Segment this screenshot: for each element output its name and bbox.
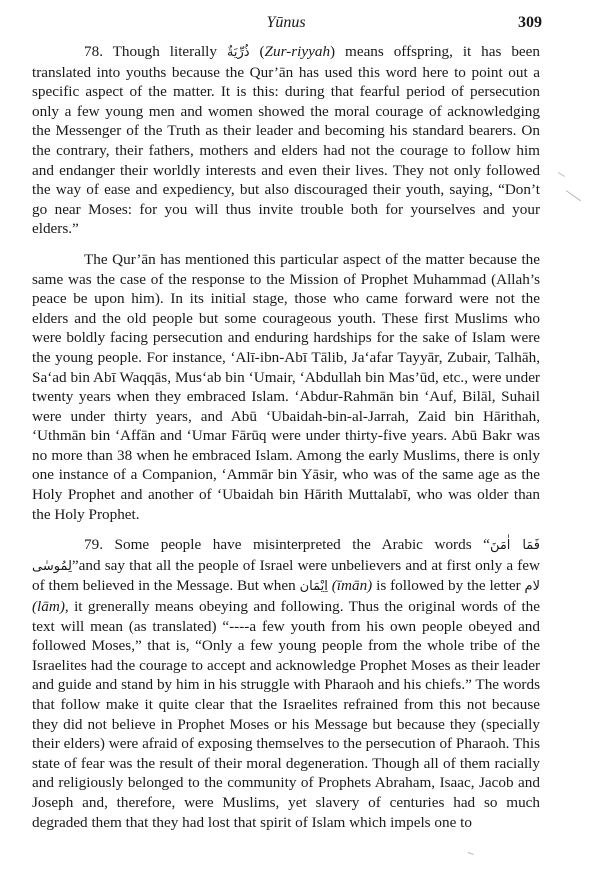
note-79-text-3: , it grenerally means obeying and following. Thus the original words of the text will mean (as translated) “----a few youth from his own people obeyed and followed Moses,” that is, “Only a few young people from the whole tribe of the Israelites had the courage to accept and acknowledge Prophet Moses as their leader and guide and stand by him in his struggle with Pharaoh and his chiefs.” The words that follow make it quite clear that the Israelites refrained from this not because they did not believe in Prophet Moses or his Message but because they (specially their elders) were afraid of exposing themselves to the persecution of Pharaoh. This state of fear was the result of their moral degeneration. Though all of them racially and religiously belonged to the community of Prophets Abraham, Isaac, Jacob and Joseph and, therefore, were Muslims, yet slavery of centuries had so much degraded them that they had lost that spirit of Islam which impels one to bbox=[32, 598, 540, 831]
note-78-lead: 78. Though literally bbox=[84, 43, 227, 60]
running-title: Yūnus bbox=[266, 14, 306, 31]
note-79-text-1: ”and say that all the people of Israel were unbelievers and at first only a few of them believed in the Message. But when bbox=[32, 556, 540, 595]
note-79-lead: 79. Some people have misinterpreted the Arabic words “ bbox=[84, 536, 490, 554]
transliteration-lam: (lām) bbox=[32, 598, 65, 616]
note-78-text: ) means offspring, it has been translated into youths because the Qur’ān has used this word here to point out a specific aspect of the matter. It is this: during that fearful period of persecution only a few young men and women showed the moral courage of acknowledging the Messenger of the Truth as their leader and becoming his standard bearers. On the contrary, their fathers, mothers and elders had not the courage to follow him and endanger their worldly interests and even their lives. They not only followed the way of ease and expediency, but also discouraged their youth, saying, “Don’t go near Moses: for you will thus invite trouble both for yourselves and your elders.” bbox=[32, 43, 540, 238]
note-79-paragraph bbox=[32, 535, 540, 832]
arabic-phrase-fama-amana-limusa: فَمَا اٰمَنَ لِمُوسٰى bbox=[32, 538, 541, 574]
margin-scan-mark bbox=[566, 190, 581, 201]
note-79-text-2: is followed by the letter bbox=[372, 577, 525, 595]
page-header bbox=[30, 14, 542, 38]
page-body bbox=[32, 42, 540, 832]
margin-scan-mark bbox=[468, 852, 474, 855]
transliteration-iman: (īmān) bbox=[331, 577, 373, 595]
page-number: 309 bbox=[518, 14, 542, 31]
paren-open: ( bbox=[249, 43, 265, 60]
transliteration-zurriyyah: Zur-riyyah bbox=[264, 43, 331, 60]
note-78-paragraph-2: The Qur’ān has mentioned this particular aspect of the matter because the same was the case of the response to the Mission of Prophet Muhammad (Allah’s peace be upon him). In its initial stage, those who came forward were not the elders and the old people but some courageous youth. These first Muslims who were boldly facing persecution and enduring hardships for the sake of Islam were the young people. For instance, ‘Alī-ibn-Abī Tālib, Ja‘afar Tayyār, Zubair, Talhāh, Sa‘ad bin Abī Waqqās, Mus‘ab bin ‘Umair, ‘Abdullah bin Mas’ūd, etc., were under twenty years when they embraced Islam. ‘Abdur-Rahmān bin ‘Auf, Bilāl, Suhail were under thirty years, and Abū ‘Ubaidah-bin-al-Jarrah, Zaid bin Hārithah, ‘Uthmān bin ‘Affān and ‘Umar Fārūq were under thirty-five years. Abū Bakr was no more than 38 when he embraced Islam. Among the early Muslims, there is only one instance of a Companion, ‘Ammār bin Yāsir, who was of the same age as the Holy Prophet and another of ‘Ubaidah bin Hārith Muttalabī, who was older than the Holy Prophet. bbox=[32, 250, 540, 523]
arabic-word-zurriyyah: ذُرِّيَةٌ bbox=[226, 45, 250, 60]
arabic-word-iman: اِيْمَان bbox=[299, 579, 328, 595]
note-78-paragraph-1 bbox=[32, 42, 540, 239]
arabic-letter-lam: لام bbox=[524, 579, 540, 595]
margin-scan-mark bbox=[558, 172, 565, 177]
